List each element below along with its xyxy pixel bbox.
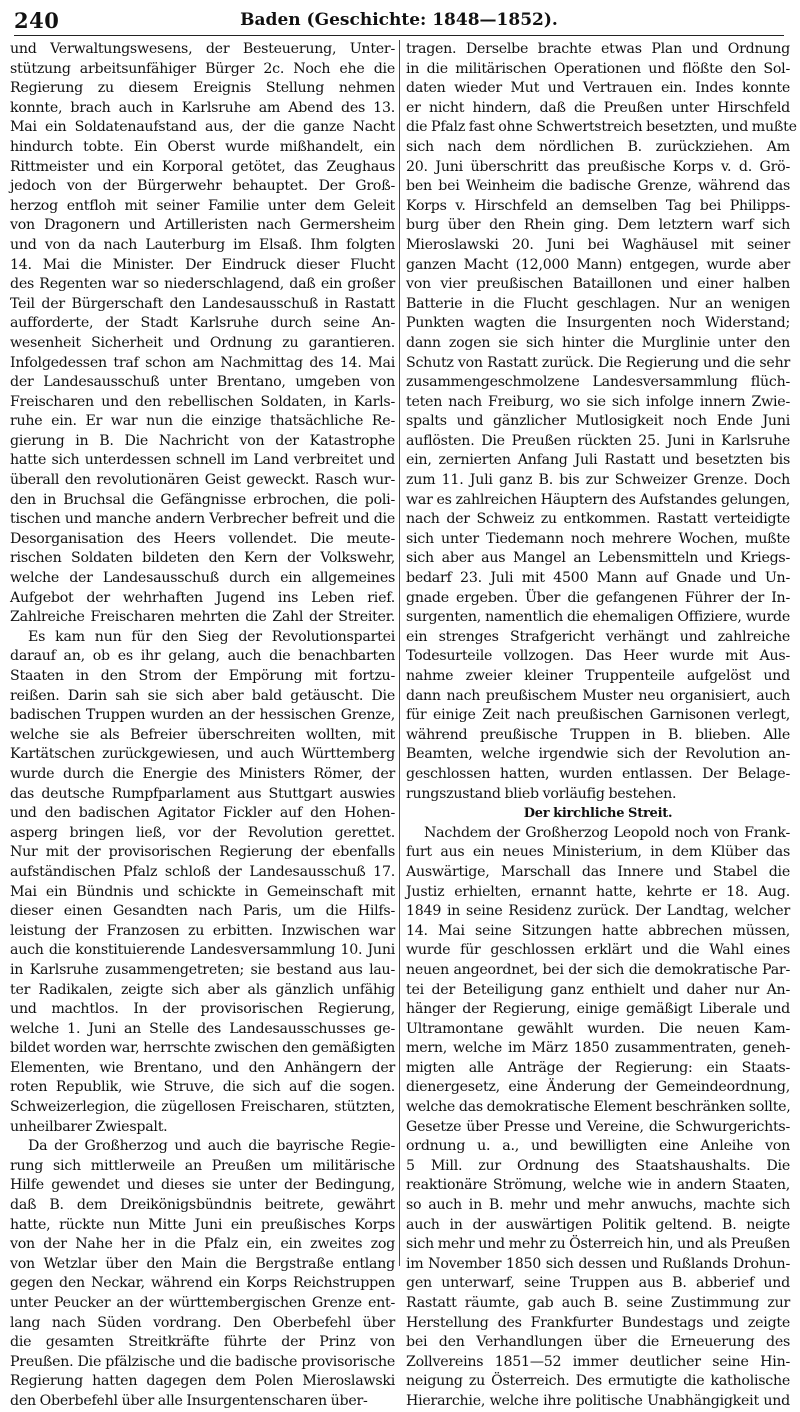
text-line: furt aus ein neues Ministerium, in dem Klüber das (406, 844, 790, 861)
text-line: in Karlsruhe zusammengetreten; sie bestand aus lau- (10, 961, 395, 978)
text-line: Elementen, wie Brentano, und den Anhängern der (10, 1059, 395, 1076)
text-line: des Regenten war so niederschlagend, daß ein großer (10, 276, 395, 293)
text-line: das deutsche Rumpfparlament aus Stuttgart auswies (10, 785, 395, 802)
text-line: von vier preußischen Bataillonen und einer halben (406, 276, 790, 293)
text-line: Mai ein Bündnis und schickte in Gemeinschaft mit (10, 883, 395, 900)
text-line: nahme zweier kleiner Truppenteile aufgelöst und (406, 668, 790, 684)
text-line: Gesetze über Presse und Vereine, die Schwurgerichts- (406, 1118, 790, 1135)
text-line: ben bei Weinheim die badische Grenze, während das (406, 178, 790, 195)
text-line: leistung der Franzosen zu erbitten. Inzwischen war (10, 922, 395, 939)
text-line: 14. Mai seine Sitzungen hatte abbrechen müssen, (406, 922, 790, 939)
text-line: zusammengeschmolzene Landesversammlung flüch- (406, 374, 790, 391)
text-line: Punkten wagten die Insurgenten noch Widerstand; (406, 315, 790, 332)
text-line: Hilfe gewendet und dieses sie unter der Bedingung, (10, 1177, 395, 1194)
text-line: den Oberbefehl über alle Insurgentenscharen über- (10, 1392, 368, 1409)
text-line: so auch in B. mehr und mehr anwuchs, machte sich (406, 1197, 790, 1214)
text-line: jedoch von der Bürgerwehr behauptet. Der Groß- (10, 178, 395, 195)
text-line: gen unterwarf, seine Truppen aus B. abberief und (406, 1275, 790, 1292)
text-line: Es kam nun für den Sieg der Revolutionspartei (28, 628, 395, 645)
text-line: Teil der Bürgerschaft den Landesausschuß in Rastatt (10, 295, 395, 312)
text-line: Auswärtige, Marschall das Innere und Stabel die (406, 863, 790, 880)
text-line: reißen. Darin sah sie sich aber bald getäuscht. Die (10, 687, 395, 704)
text-line: zum 11. Juli ganz B. bis zur Schweizer Grenze. Doch (406, 472, 790, 489)
text-line: welche der Landesausschuß durch ein allgemeines (10, 570, 395, 587)
text-line: reaktionäre Strömung, welche wie in andern Staaten, (406, 1177, 790, 1194)
text-line: Preußen. Die pfälzische und die badische provisorische (10, 1353, 395, 1370)
text-line: dienergesetz, eine Änderung der Gemeindeordnung, (406, 1079, 790, 1096)
text-line: auch in der auswärtigen Politik geltend. B. neigte (406, 1216, 790, 1233)
text-line: für einige Zeit nach preußischen Garnisonen verlegt, (406, 707, 790, 724)
page-number: 240 (14, 8, 60, 33)
text-line: ordnung u. a., und bewilligten eine Anleihe von (406, 1138, 790, 1155)
text-line: asperg bringen ließ, vor der Revolution gerettet. (10, 824, 395, 841)
text-line: gierung in B. Die Nachricht von der Katastrophe (10, 432, 395, 449)
text-line: Beamten, welche irgendwie sich der Revolution an- (406, 746, 790, 763)
text-line: rung sich mittlerweile an Preußen um militärische (10, 1157, 395, 1174)
text-line: auflösten. Die Preußen rückten 25. Juni in Karlsruhe (406, 432, 790, 449)
text-line: teten nach Freiburg, wo sie sich infolge innern Zwie- (406, 393, 790, 410)
text-line: tragen. Derselbe brachte etwas Plan und Ordnung (406, 41, 790, 57)
text-line: neuen angeordnet, bei der sich die demokratische Par- (406, 961, 790, 978)
text-line: 1849 in seine Residenz zurück. Der Landtag, welcher (406, 903, 790, 920)
text-line: herzog entfloh mit seiner Familie unter dem Geleit (10, 197, 395, 214)
text-line: bei den Verhandlungen über die Erneuerung des (406, 1334, 790, 1351)
text-line: dieser einen Gesandten nach Paris, um die Hilfs- (10, 903, 395, 920)
text-line: sich mehr und mehr zu Österreich hin, und als Preußen (406, 1236, 790, 1253)
text-line: Der kirchliche Streit. (523, 806, 673, 822)
text-line: 14. Mai die Minister. Der Eindruck dieser Flucht (10, 256, 395, 273)
text-line: neigung zu Österreich. Des ermutigte die katholische (406, 1373, 790, 1390)
text-line: unheilbarer Zwiespalt. (10, 1118, 168, 1135)
text-line: stützung arbeitsunfähiger Bürger 2c. Noch ehe die (10, 60, 395, 77)
text-line: wesenheit Sicherheit und Ordnung zu garantieren. (10, 334, 395, 351)
text-line: Herstellung des Frankfurter Bundestags und zeigte (406, 1314, 790, 1331)
text-line: und den badischen Agitator Fickler auf den Hohen- (10, 805, 395, 822)
text-line: in die militärischen Operationen und flößte den Sol- (406, 60, 790, 77)
text-line: migten alle Anträge der Regierung: ein Staats- (406, 1059, 790, 1076)
text-line: bildet worden war, herrschte zwischen den gemäßigten (10, 1040, 395, 1057)
column-divider (399, 40, 400, 1266)
text-line: tischen und manche andern Verbrecher befreit und die (10, 511, 395, 528)
text-line: und machtlos. In der provisorischen Regierung, (10, 1001, 395, 1018)
text-line: ein, zernierten Anfang Juli Rastatt und besetzten bis (406, 452, 790, 469)
text-line: der Landesausschuß unter Brentano, umgeben von (10, 374, 395, 391)
text-line: gnade ergeben. Über die gefangenen Führer der In- (406, 589, 790, 606)
text-line: überall den revolutionären Geist geweckt. Rasch wur- (10, 472, 395, 489)
text-line: Zahlreiche Freischaren mehrten die Zahl der Streiter. (10, 609, 395, 626)
text-line: Zollvereins 1851—52 immer deutlicher seine Hin- (406, 1353, 790, 1370)
text-line: Freischaren und den rebellischen Soldaten, in Karls- (10, 393, 395, 410)
text-line: Rastatt räumte, gab auch B. seine Zustimmung zur (406, 1295, 790, 1311)
text-line: nach der Schweiz zu entkommen. Rastatt verteidigte (406, 511, 790, 528)
text-line: Staaten in den Strom der Empörung mit fortzu- (10, 668, 395, 684)
text-line: Mai ein Soldatenaufstand aus, der die ganze Nacht (10, 119, 395, 136)
text-line: 5 Mill. zur Ordnung des Staatshaushalts. Die (406, 1157, 790, 1174)
text-line: mern, welche im März 1850 zusammentraten, geneh- (406, 1040, 790, 1057)
text-line: war es zahlreichen Häuptern des Aufstandes gelungen, (406, 491, 790, 508)
right-column (406, 40, 797, 1409)
text-line: Rittmeister und ein Korporal getötet, das Zeughaus (10, 158, 395, 175)
text-line: hatte, rückte nun Mitte Juni ein preußisches Korps (10, 1216, 395, 1233)
text-line: Da der Großherzog und auch die bayrische Regie- (28, 1138, 395, 1155)
text-line: er nicht hindern, daß die Preußen unter Hirschfeld (406, 99, 790, 116)
text-line: aufständischen Pfalz schloß der Landesausschuß 17. (10, 863, 395, 880)
text-line: und von da nach Lauterburg im Elsaß. Ihm folgten (10, 236, 395, 253)
text-line: ruhe ein. Er war nun die einzige thatsächliche Re- (10, 413, 395, 430)
text-line: hindurch tobte. Ein Oberst wurde mißhandelt, ein (10, 138, 395, 155)
text-line: Mieroslawski 20. Juni bei Waghäusel mit seiner (406, 236, 790, 253)
text-line: Kartätschen zurückgewiesen, und auch Württemberg (10, 746, 395, 763)
text-line: Nachdem der Großherzog Leopold noch von Frank- (424, 824, 790, 841)
text-line: roten Republik, wie Struve, die sich auf die sogen. (10, 1079, 395, 1096)
text-line: konnte, brach auch in Karlsruhe am Abend des 13. (10, 99, 395, 116)
text-line: lang nach Süden vordrang. Den Oberbefehl über (10, 1314, 395, 1331)
left-column (10, 40, 395, 1409)
text-line: Batterie in die Flucht geschlagen. Nur an wenigen (406, 295, 790, 312)
text-line: Schutz von Rastatt zurück. Die Regierung und die sehr (406, 354, 790, 371)
text-line: rischen Soldaten bildeten den Kern der Volkswehr, (10, 550, 395, 567)
text-line: daß B. dem Dreikönigsbündnis beitrete, gewährt (10, 1197, 395, 1214)
text-line: ganzen Macht (12,000 Mann) entgegen, wurde aber (406, 256, 790, 273)
page-header (14, 8, 784, 34)
text-line: welche 1. Juni an Stelle des Landesausschusses ge- (10, 1020, 395, 1037)
text-line: Schweizerlegion, die zügellosen Freischaren, stützten, (10, 1099, 395, 1116)
text-line: die gesamten Streitkräfte führte der Prinz von (10, 1334, 395, 1351)
text-line: welche das demokratische Element beschränken sollte, (406, 1099, 791, 1116)
header-rule (14, 35, 784, 36)
text-line: gegen den Neckar, während ein Korps Reichstruppen (10, 1275, 395, 1292)
text-line: Todesurteile vollzogen. Das Heer wurde mit Aus- (406, 648, 790, 665)
text-line: aufforderte, der Stadt Karlsruhe durch seine An- (10, 315, 395, 332)
text-line: darauf an, ob es ihr gelang, auch die benachbarten (10, 648, 395, 665)
text-line: Regierung hatten dagegen dem Polen Mieroslawski (10, 1373, 395, 1390)
text-line: ein strenges Strafgericht verhängt und zahlreiche (406, 628, 790, 645)
text-line: im November 1850 sich dessen und Rußlands Drohun- (406, 1255, 790, 1272)
text-line: hänger der Regierung, einige gemäßigt Liberale und (406, 1001, 790, 1018)
text-line: während preußische Truppen in B. blieben. Alle (406, 726, 790, 743)
text-line: Nur mit der provisorischen Regierung der ebenfalls (10, 844, 395, 861)
text-line: welche sie als Befreier überschreiten wollten, mit (10, 726, 395, 743)
text-line: wurde für geschlossen erklärt und die Wahl eines (406, 942, 790, 959)
text-line: Hierarchie, welche ihre politische Unabhängigkeit und (406, 1392, 790, 1409)
text-line: auch die konstituierende Landesversammlung 10. Juni (10, 942, 395, 959)
text-line: Regierung zu diesem Ereignis Stellung nehmen (10, 80, 395, 97)
text-line: hatte sich unterdessen schnell im Land verbreitet und (10, 452, 395, 469)
text-line: sich nach dem nördlichen B. zurückziehen. Am (406, 138, 790, 155)
text-line: die Pfalz fast ohne Schwertstreich besetzten, und mußte (406, 119, 797, 136)
text-line: rungszustand blieb vorläufig bestehen. (406, 785, 677, 802)
text-line: unter Peucker an der württembergischen Grenze ent- (10, 1295, 395, 1311)
text-line: dann nach preußischem Muster neu organisiert, auch (406, 687, 790, 704)
text-line: Desorganisation des Heers vollendet. Die meute- (10, 530, 395, 547)
running-title: Baden (Geschichte: 1848—1852). (240, 10, 558, 30)
text-line: ter Radikalen, zeigte sich aber als gänzlich unfähig (10, 981, 395, 998)
text-line: tei der Beteiligung ganz enthielt und daher nur An- (406, 981, 790, 998)
text-line: Korps v. Hirschfeld an demselben Tag bei Philipps- (406, 197, 790, 214)
text-line: Ultramontane gewählt wurden. Die neuen Kam- (406, 1020, 790, 1037)
text-line: von Wetzlar über den Main die Bergstraße entlang (10, 1255, 395, 1272)
text-line: von der Nahe her in die Pfalz ein, ein zweites zog (10, 1236, 395, 1253)
text-line: sich aber aus Mangel an Lebensmitteln und Kriegs- (406, 550, 790, 567)
text-line: sich unter Tiedemann noch mehrere Wochen, mußte (406, 530, 790, 547)
text-line: und Verwaltungswesens, der Besteuerung, Unter- (10, 41, 395, 57)
text-line: daten wieder Mut und Vertrauen ein. Indes konnte (406, 80, 790, 97)
text-line: 20. Juni überschritt das preußische Korps v. d. Grö- (406, 158, 790, 175)
text-line: badischen Truppen wurden an der hessischen Grenze, (10, 707, 395, 724)
text-line: Aufgebot der wehrhaften Jugend ins Leben rief. (10, 589, 395, 606)
text-line: Infolgedessen traf schon am Nachmittag des 14. Mai (10, 354, 395, 371)
text-line: bedarf 23. Juli mit 4500 Mann auf Gnade und Un- (406, 570, 790, 587)
text-line: den in Bruchsal die Gefängnisse erbrochen, die poli- (10, 491, 395, 508)
text-line: von Dragonern und Artilleristen nach Germersheim (10, 217, 395, 234)
text-line: dann zogen sie sich hinter die Murglinie unter den (406, 334, 790, 351)
text-line: geschlossen hatten, wurden entlassen. Der Belage- (406, 765, 790, 782)
text-line: burg über den Rhein ging. Dem letztern warf sich (406, 217, 790, 234)
text-line: surgenten, namentlich die ehemaligen Offiziere, wurde (406, 609, 790, 626)
text-line: spalts und gänzlicher Mutlosigkeit noch Ende Juni (406, 413, 790, 430)
text-line: wurde durch die Energie des Ministers Römer, der (10, 765, 395, 782)
text-line: Justiz erhielten, ernannt hatte, kehrte er 18. Aug. (406, 883, 790, 900)
